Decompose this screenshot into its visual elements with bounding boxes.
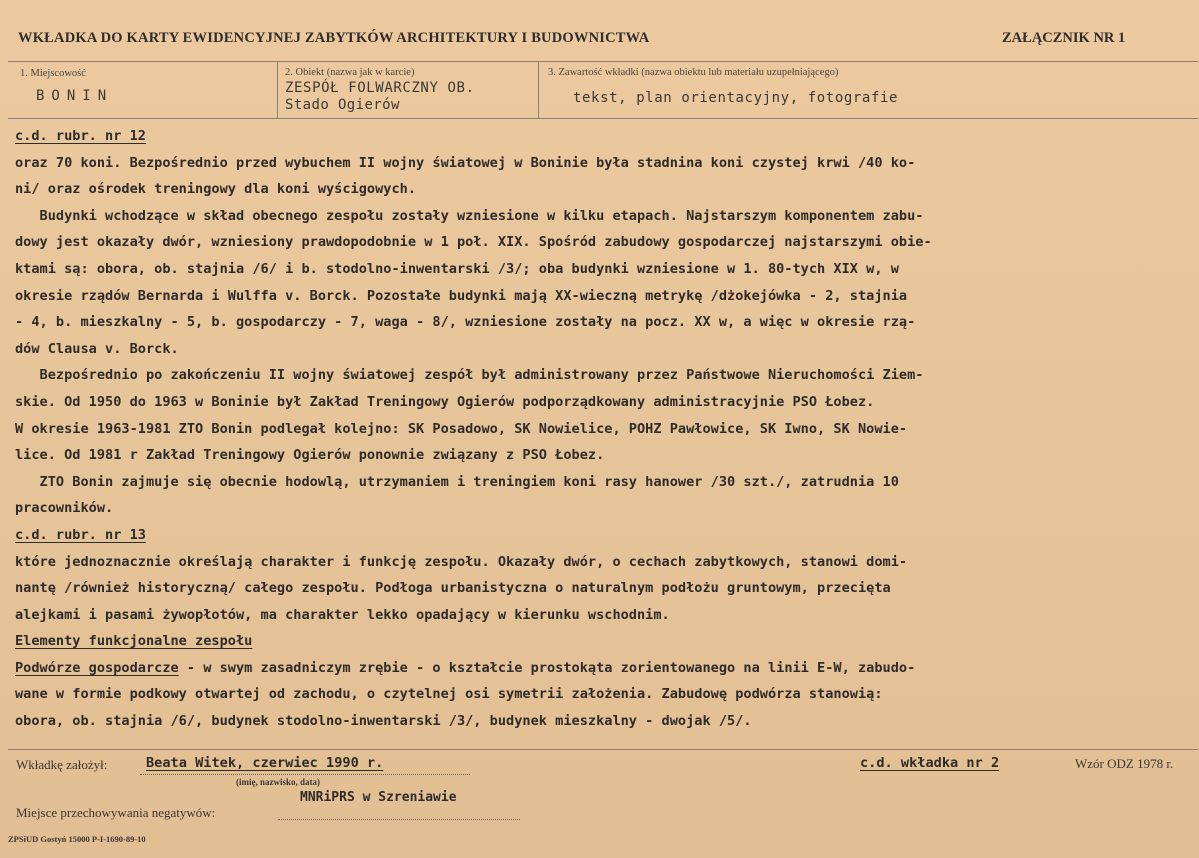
text-line: pracowników.	[15, 500, 114, 517]
field-object-value-line2: Stado Ogierów	[285, 97, 400, 113]
field-divider-1	[277, 61, 278, 118]
text-line-courtyard	[15, 655, 1183, 682]
text-line: W okresie 1963-1981 ZTO Bonin podlegał kolejno: SK Posadowo, SK Nowielice, POHZ Pawłowice, SK Iwno, SK Nowie-	[15, 420, 908, 437]
text-line: Bezpośrednio po zakończeniu II wojny światowej zespół był administrowany przez Państwowe Nieruchomości Ziem-	[15, 367, 924, 384]
text-line: dowy jest okazały dwór, wzniesiony prawdopodobnie w 1 poł. XIX. Spośród zabudowy gospodarczej najstarszymi obie-	[15, 234, 932, 251]
text-line: - 4, b. mieszkalny - 5, b. gospodarczy - 7, waga - 8/, wzniesione zostały na pocz. XX w, a więc w okresie rzą-	[15, 314, 916, 331]
text-line: lice. Od 1981 r Zakład Treningowy Ogierów ponownie związany z PSO Łobez.	[15, 447, 605, 464]
body-text	[15, 123, 1183, 735]
founded-dotline	[140, 773, 470, 775]
field-divider-2	[538, 61, 539, 118]
text-line: obora, ob. stajnia /6/, budynek stodolno-inwentarski /3/, budynek mieszkalny - dwojak /5/.	[15, 713, 752, 730]
negatives-label: Miejsce przechowywania negatywów:	[16, 805, 216, 820]
courtyard-rest: - w swym zasadniczym zrębie - o kształcie prostokąta zorientowanego na linii E-W, zabudo-	[178, 659, 916, 676]
founded-hint: (imię, nazwisko, data)	[236, 777, 320, 787]
courtyard-heading: Podwórze gospodarcze	[15, 659, 179, 676]
field-object-label: 2. Obiekt (nazwa jak w karcie)	[285, 67, 415, 78]
field-place-label: 1. Miejscowość	[20, 68, 86, 79]
form-model: Wzór ODZ 1978 r.	[1075, 756, 1174, 771]
negatives-value: MNRiPRS w Szreniawie	[300, 790, 457, 805]
form-title: WKŁADKA DO KARTY EWIDENCYJNEJ ZABYTKÓW ARCHITEKTURY I BUDOWNICTWA	[18, 30, 650, 46]
field-object-value-line1: ZESPÓŁ FOLWARCZNY OB.	[285, 80, 475, 96]
text-line: skie. Od 1950 do 1963 w Boninie był Zakład Treningowy Ogierów podporządkowany administracyjnie PSO Łobez.	[15, 393, 875, 410]
field-contents-label: 3. Zawartość wkładki (nazwa obiektu lub materiału uzupełniającego)	[548, 67, 839, 78]
text-line: oraz 70 koni. Bezpośrednio przed wybuchem II wojny światowej w Boninie była stadnina koni czystej krwi /40 ko-	[15, 154, 916, 171]
text-line: Budynki wchodzące w skład obecnego zespołu zostały wzniesione w kilku etapach. Najstarszym komponentem zabu-	[15, 207, 924, 224]
founded-label: Wkładkę założył:	[16, 757, 108, 772]
heading-continuation-13: c.d. rubr. nr 13	[15, 526, 146, 543]
printer-imprint: ZPSiUD Gostyń 15000 P-I-1690-89-10	[8, 834, 146, 844]
text-line: okresie rządów Bernarda i Wulffa v. Borck. Pozostałe budynki mają XX-wieczną metrykę /dżokejówka - 2, stajnia	[15, 287, 908, 304]
text-line: alejkami i pasami żywopłotów, ma charakter lekko opadający w kierunku wschodnim.	[15, 606, 670, 623]
rule-body-bottom	[8, 749, 1198, 750]
field-contents-value: tekst, plan orientacyjny, fotografie	[573, 90, 899, 106]
text-line: które jednoznacznie określają charakter i funkcję zespołu. Okazały dwór, o cechach zabytkowych, stanowi domi-	[15, 553, 908, 570]
heading-continuation-12: c.d. rubr. nr 12	[15, 128, 146, 144]
continuation-label: c.d. wkładka nr 2	[860, 755, 1000, 771]
heading-functional-elements: Elementy funkcjonalne zespołu	[15, 633, 253, 650]
text-line: dów Clausa v. Borck.	[15, 340, 179, 357]
rule-fields-bottom	[8, 118, 1198, 119]
text-line: ZTO Bonin zajmuje się obecnie hodowlą, utrzymaniem i treningiem koni rasy hanower /30 szt./, zatrudnia 10	[15, 473, 899, 490]
founded-value: Beata Witek, czerwiec 1990 r.	[146, 755, 384, 771]
rule-top	[8, 61, 1198, 62]
annex-number: ZAŁĄCZNIK NR 1	[1002, 30, 1126, 46]
text-line: wane w formie podkowy otwartej od zachodu, o czytelnej osi symetrii założenia. Zabudowę podwórza stanowią:	[15, 686, 883, 703]
text-line: ktami są: obora, ob. stajnia /6/ i b. stodolno-inwentarski /3/; oba budynki wzniesione w 1. 80-tych XIX w, w	[15, 260, 899, 277]
negatives-dotline	[278, 818, 520, 820]
text-line: ni/ oraz ośrodek treningowy dla koni wyścigowych.	[15, 181, 417, 198]
text-line: nantę /również historyczną/ całego zespołu. Podłoga urbanistyczna o naturalnym podłożu gruntowym, przecięta	[15, 580, 891, 597]
field-place-value: BONIN	[36, 88, 114, 104]
